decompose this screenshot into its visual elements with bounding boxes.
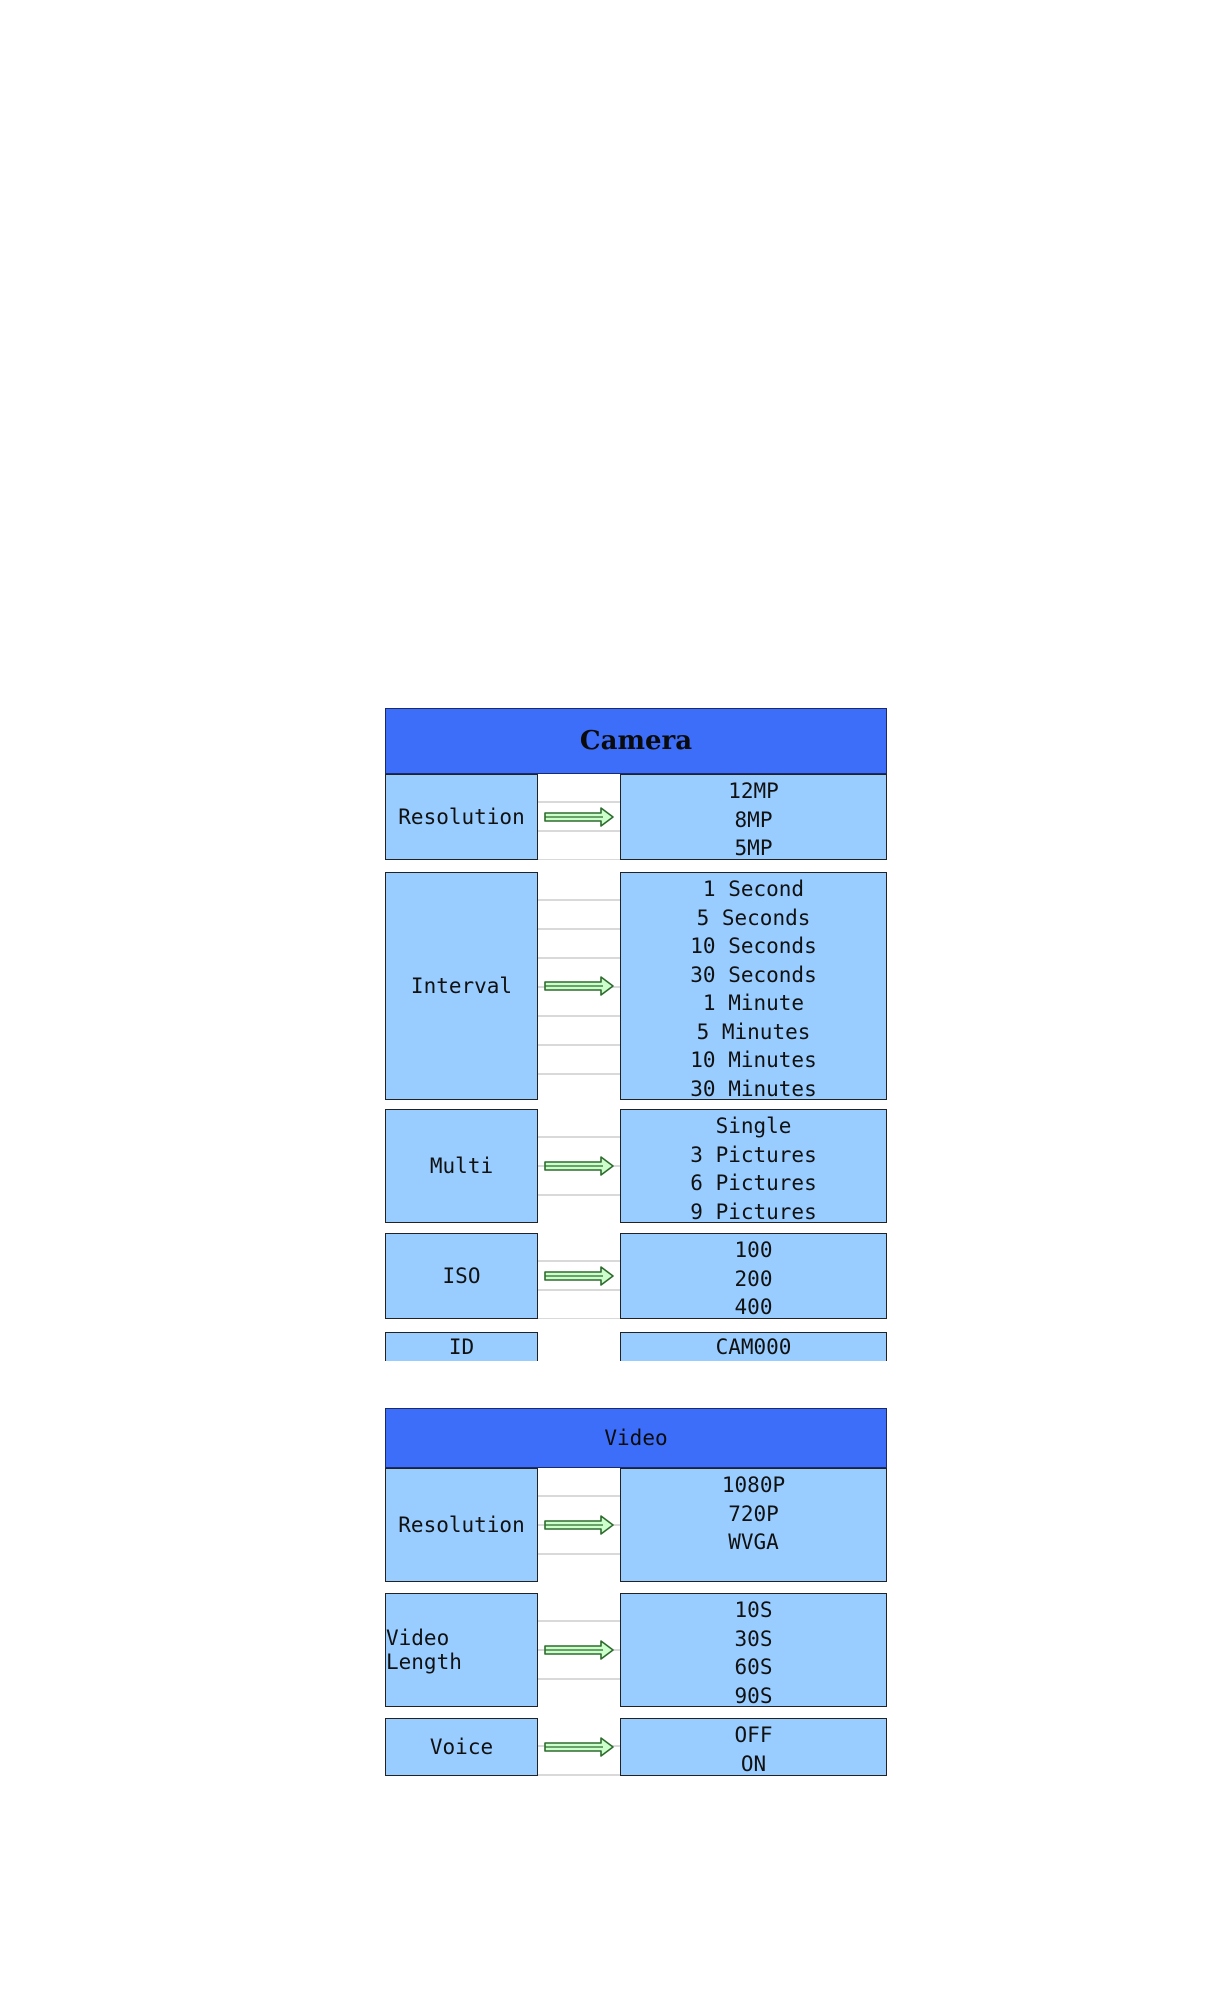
option-item: 400: [734, 1295, 773, 1319]
video-header: [385, 1408, 887, 1468]
camera-row-interval: [385, 872, 887, 1100]
option-item: 8MP: [734, 807, 773, 832]
option-list: [620, 1593, 887, 1707]
right-arrow-icon: [543, 1735, 615, 1759]
row-label: ISO: [385, 1233, 538, 1319]
camera-title: Camera: [579, 726, 693, 756]
camera-row-iso: [385, 1233, 887, 1319]
option-item: 90S: [734, 1683, 773, 1708]
option-list: [620, 1468, 887, 1582]
camera-row-multi: [385, 1109, 887, 1223]
option-list: [620, 1109, 887, 1223]
option-item: 100: [734, 1238, 773, 1262]
option-item: CAM000: [715, 1335, 792, 1359]
option-item: 3 Pictures: [690, 1142, 817, 1167]
row-label: Resolution: [385, 774, 538, 860]
option-item: Single: [715, 1114, 792, 1138]
video-title: Video: [604, 1426, 668, 1450]
option-item: 6 Pictures: [690, 1171, 817, 1195]
row-label: Video Length: [385, 1593, 538, 1707]
option-list: [620, 774, 887, 860]
option-item: 5 Seconds: [696, 905, 811, 930]
right-arrow-icon: [543, 974, 615, 998]
option-item: 5 Minutes: [696, 1019, 811, 1044]
option-list: [620, 1332, 887, 1361]
right-arrow-icon: [543, 1154, 615, 1178]
option-item: 9 Pictures: [690, 1199, 817, 1224]
option-item: 1 Second: [702, 877, 805, 901]
option-item: 30 Minutes: [690, 1076, 817, 1101]
option-item: 60S: [734, 1655, 773, 1679]
option-item: 30 Seconds: [690, 962, 817, 987]
option-item: 1 Minute: [702, 991, 805, 1015]
video-row-resolution: [385, 1468, 887, 1582]
row-label: Resolution: [385, 1468, 538, 1582]
option-item: 1080P: [721, 1473, 786, 1497]
option-item: OFF: [734, 1723, 773, 1747]
right-arrow-icon: [543, 1638, 615, 1662]
right-arrow-icon: [543, 1264, 615, 1288]
video-row-voice: [385, 1718, 887, 1776]
camera-row-id: [385, 1332, 887, 1361]
option-list: [620, 1233, 887, 1319]
row-label: Voice: [385, 1718, 538, 1776]
option-item: 10S: [734, 1598, 773, 1622]
camera-row-resolution: [385, 774, 887, 860]
right-arrow-icon: [543, 1513, 615, 1537]
video-table: [385, 1408, 887, 1776]
camera-header: [385, 708, 887, 774]
video-row-video-length: [385, 1593, 887, 1707]
option-list: [620, 1718, 887, 1776]
row-label: Multi: [385, 1109, 538, 1223]
camera-table: [385, 708, 887, 1361]
row-label: ID: [385, 1332, 538, 1361]
option-item: 5MP: [734, 836, 773, 860]
right-arrow-icon: [543, 805, 615, 829]
option-list: [620, 872, 887, 1100]
row-label: Interval: [385, 872, 538, 1100]
option-item: 10 Seconds: [690, 934, 817, 958]
option-item: ON: [740, 1751, 767, 1776]
option-item: 720P: [728, 1501, 779, 1526]
option-item: WVGA: [728, 1530, 779, 1554]
option-item: 30S: [734, 1626, 773, 1651]
option-item: 200: [734, 1266, 773, 1291]
option-item: 12MP: [728, 779, 779, 803]
option-item: 10 Minutes: [690, 1048, 817, 1072]
